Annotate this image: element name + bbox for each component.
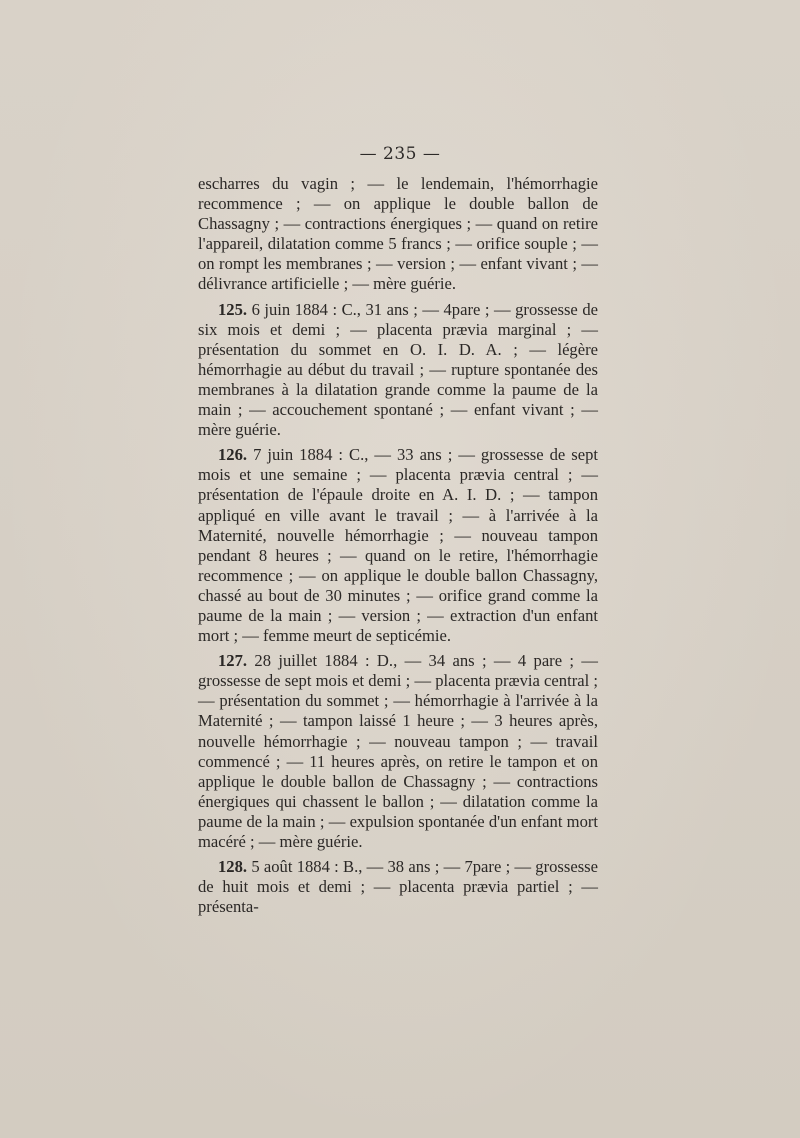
case-paragraph-126 bbox=[198, 445, 598, 646]
case-number: 128. bbox=[218, 857, 248, 877]
case-paragraph-125 bbox=[198, 300, 598, 441]
paragraph-text: 6 juin 1884 : C., 31 ans ; — 4pare ; — grossesse de six mois et demi ; — placenta prævia marginal ; — présentation du sommet en O. I. D. A. ; — légère hémorrhagie au début du travail ; — rupture spontanée des membranes à la dilatation grande comme la paume de la main ; — accouchement spontané ; — enfant vivant ; — mère guérie. bbox=[198, 299, 598, 440]
paragraph-continuation bbox=[198, 174, 598, 295]
paragraph-text: 28 juillet 1884 : D., — 34 ans ; — 4 pare ; — grossesse de sept mois et demi ; — placenta prævia central ; — présentation du sommet ; — hémorrhagie à l'arrivée à la Maternité ; — tampon laissé 1 heure ; — 3 heures après, nouvelle hémorrhagie ; — nouveau tampon ; — travail commencé ; — 11 heures après, on retire le tampon et on applique le double ballon de Chassagny ; — contractions énergiques qui chassent le ballon ; — dilatation comme la paume de la main ; — expulsion spontanée d'un enfant mort macéré ; — mère guérie. bbox=[198, 651, 598, 851]
paragraph-text: escharres du vagin ; — le lendemain, l'hémorrhagie recommence ; — on applique le double ballon de Chassagny ; — contractions énergiques ; — quand on retire l'appareil, dilatation comme 5 francs ; — orifice souple ; — on rompt les membranes ; — version ; — enfant vivant ; — délivrance artificielle ; — mère guérie. bbox=[198, 174, 598, 294]
case-paragraph-127 bbox=[198, 651, 598, 852]
paragraph-text: 7 juin 1884 : C., — 33 ans ; — grossesse de sept mois et une semaine ; — placenta prævia central ; — présentation de l'épaule droite en A. I. D. ; — tampon appliqué en ville avant le travail ; — à l'arrivée à la Maternité, nouvelle hémorrhagie ; — nouveau tampon pendant 8 heures ; — quand on le retire, l'hémorrhagie recommence ; — on applique le double ballon Chassagny, chassé au bout de 30 minutes ; — orifice grand comme la paume de la main ; — version ; — extraction d'un enfant mort ; — femme meurt de septicémie. bbox=[198, 445, 598, 646]
case-number: 127. bbox=[218, 651, 248, 671]
case-paragraph-128 bbox=[198, 857, 598, 917]
paragraph-text: 5 août 1884 : B., — 38 ans ; — 7pare ; — grossesse de huit mois et demi ; — placenta prævia partiel ; — présenta- bbox=[198, 857, 598, 917]
page-number: — 235 — bbox=[359, 144, 441, 164]
body-text bbox=[198, 174, 598, 922]
case-number: 125. bbox=[218, 299, 248, 319]
case-number: 126. bbox=[218, 445, 248, 465]
